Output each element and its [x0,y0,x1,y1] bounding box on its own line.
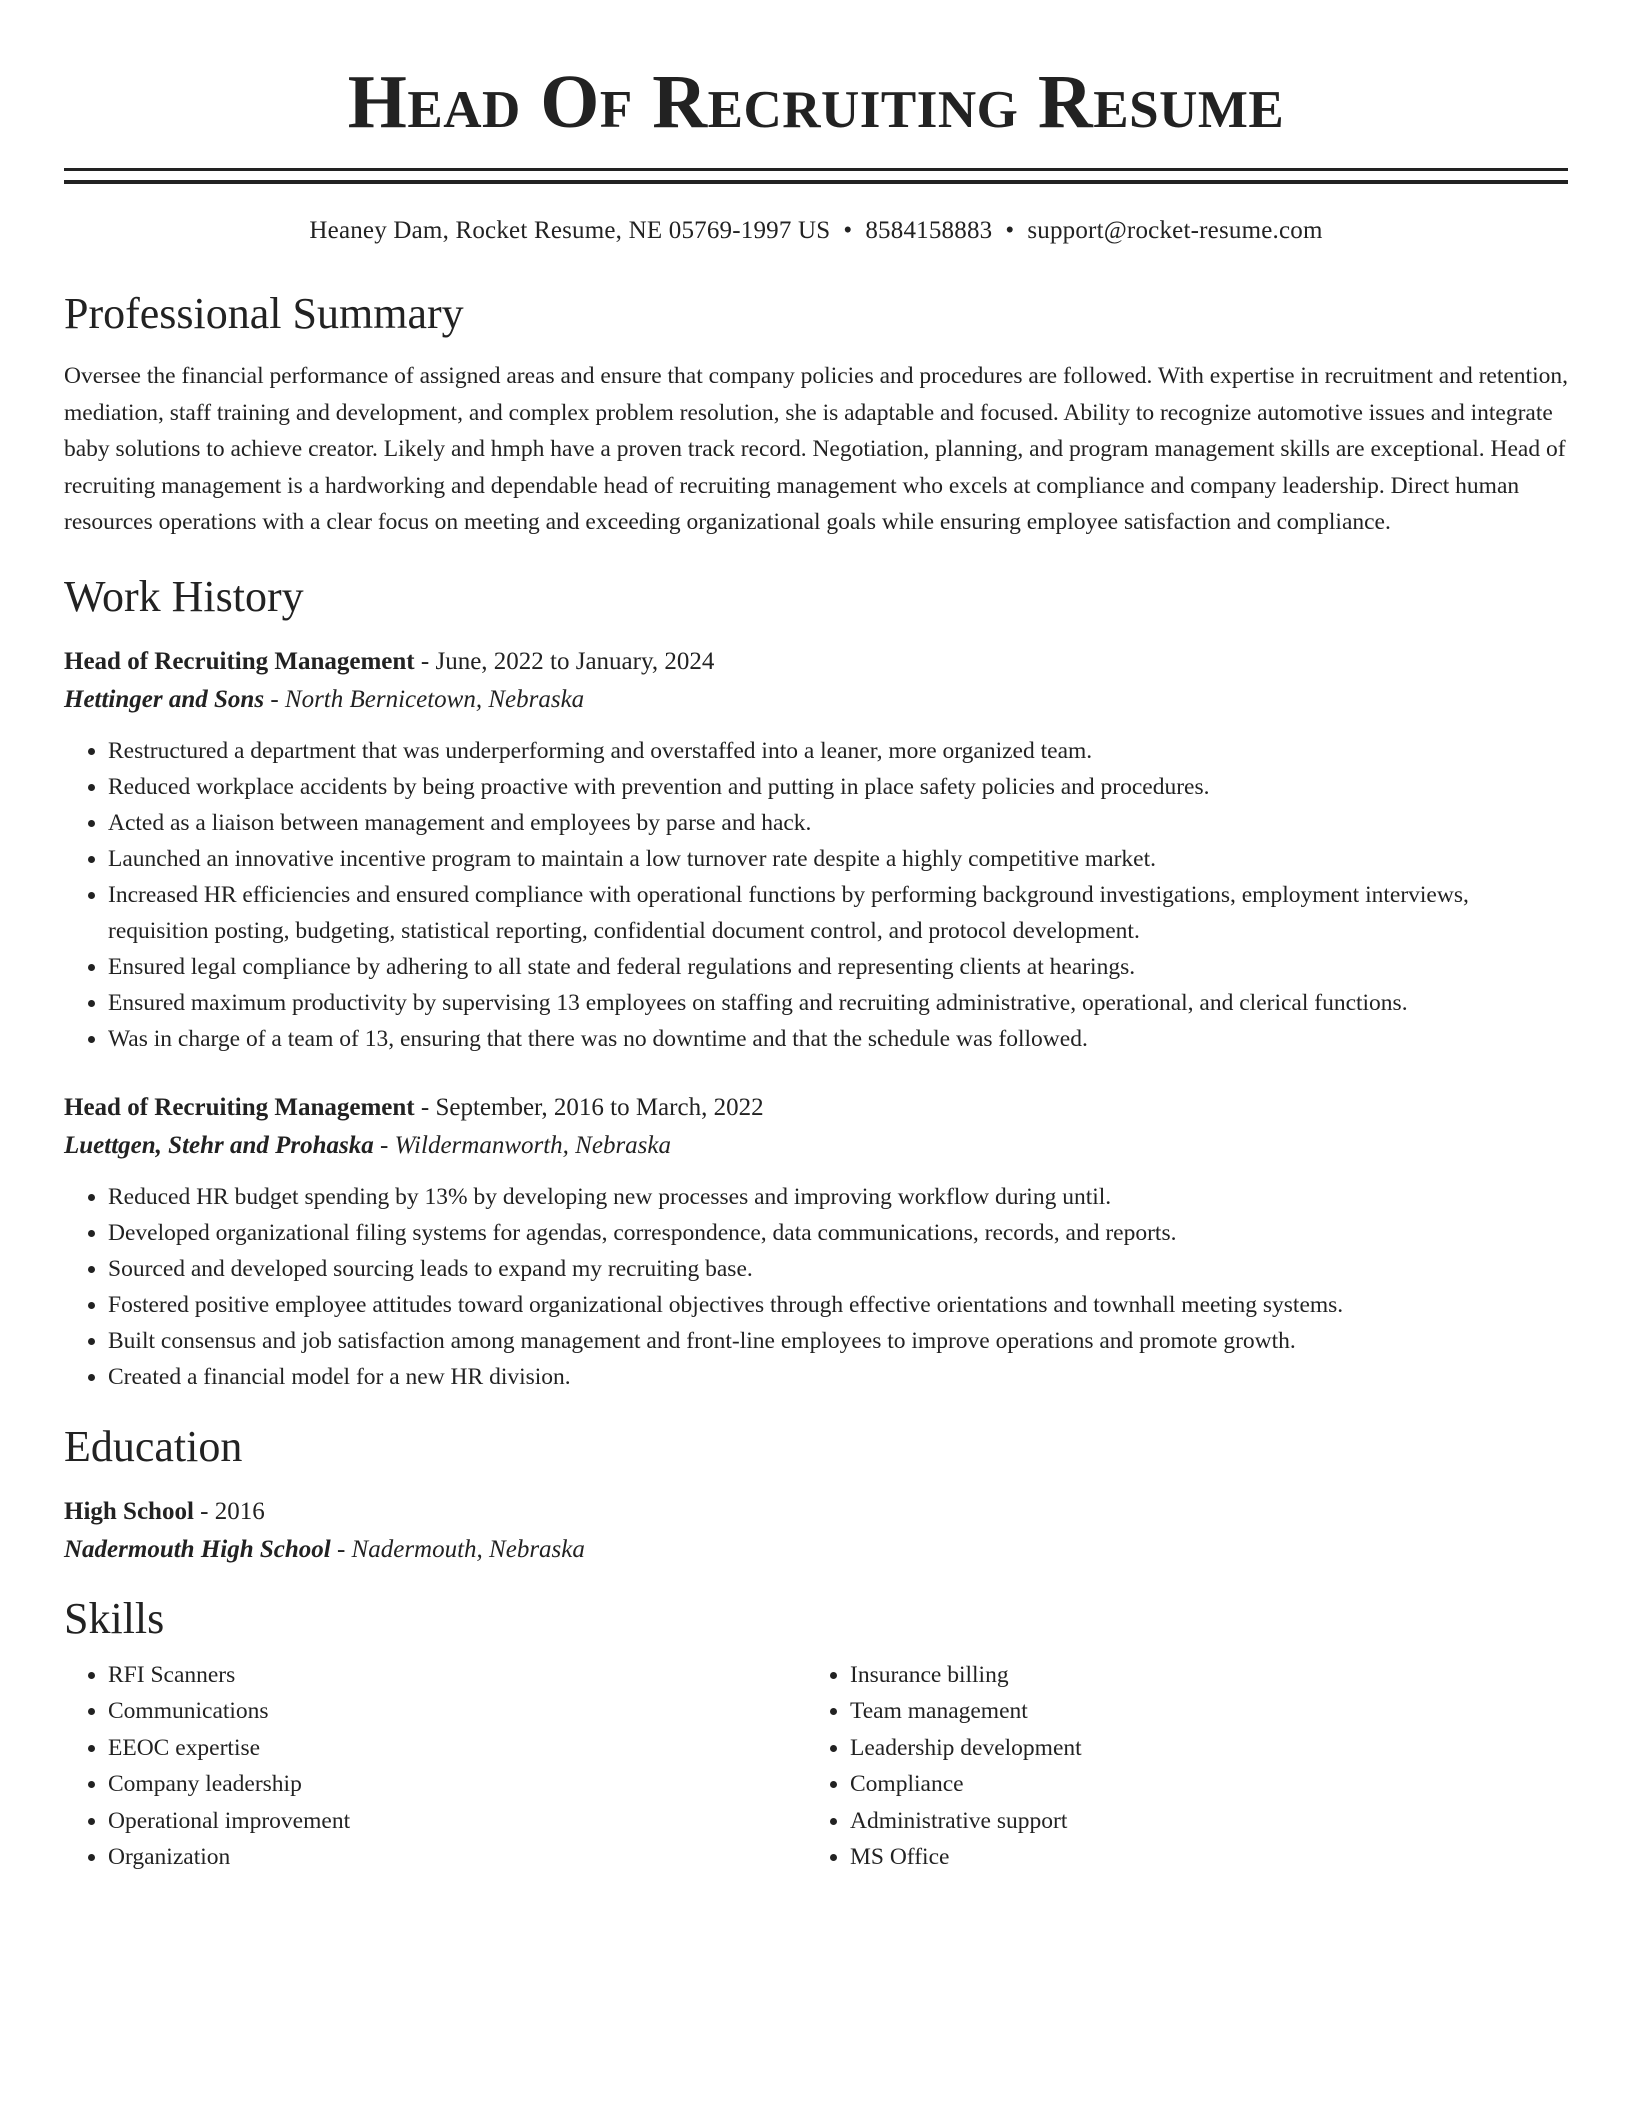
job-bullet: • Built consensus and job satisfaction among management and front-line employees to improve operations and promote growth. [108,1323,1568,1359]
education-degree-line [64,1493,1568,1531]
job-bullets [64,733,1568,1057]
education-heading: Education [64,1421,243,1471]
education-school: Nadermouth High School [64,1535,331,1563]
job-entry [64,1089,1568,1395]
skill-item: • RFI Scanners [108,1657,806,1694]
job-dates: - June, 2022 to January, 2024 [414,647,715,675]
job-company: Hettinger and Sons [64,685,265,713]
page-title: Head Of Recruiting Resume [347,60,1285,144]
education-degree: High School [64,1497,194,1525]
education-entry [64,1493,1568,1569]
job-company-line [64,1127,1568,1165]
contact-separator: • [1005,217,1015,244]
education-year: - 2016 [193,1497,265,1525]
skill-item: • Administrative support [850,1803,1548,1840]
skill-item: • Leadership development [850,1730,1548,1767]
skill-item: • Operational improvement [108,1803,806,1840]
job-bullet: • Increased HR efficiencies and ensured compliance with operational functions by performing background investigations, employment interviews, requisition posting, budgeting, statistical reporting, confidential document control, and protocol development. [108,877,1568,949]
skill-item: • Insurance billing [850,1657,1548,1694]
summary-heading: Professional Summary [64,289,464,338]
job-company-line [64,681,1568,719]
job-dates: - September, 2016 to March, 2022 [414,1093,764,1121]
job-bullet: • Was in charge of a team of 13, ensuring that there was no downtime and that the schedule was followed. [108,1021,1568,1057]
education-location: - Nadermouth, Nebraska [330,1535,585,1563]
skill-item: • Organization [108,1839,806,1876]
skill-item: • EEOC expertise [108,1730,806,1767]
job-bullet: • Launched an innovative incentive program to maintain a low turnover rate despite a highly competitive market. [108,841,1568,877]
job-bullet: • Created a financial model for a new HR division. [108,1359,1568,1395]
skills-grid [64,1657,1568,1876]
job-title-line [64,1089,1568,1127]
job-bullet: • Reduced workplace accidents by being proactive with prevention and putting in place safety policies and procedures. [108,769,1568,805]
skill-item: • Company leadership [108,1766,806,1803]
job-bullet: • Fostered positive employee attitudes toward organizational objectives through effective orientations and townhall meeting systems. [108,1287,1568,1323]
education-school-line [64,1531,1568,1569]
skills-list [806,1657,1548,1876]
job-bullet: • Acted as a liaison between management and employees by parse and hack. [108,805,1568,841]
skills-list [64,1657,806,1876]
job-bullet: • Sourced and developed sourcing leads to expand my recruiting base. [108,1251,1568,1287]
title-divider [64,168,1568,184]
skill-item: • Team management [850,1693,1548,1730]
job-location: - Wildermanworth, Nebraska [373,1131,671,1159]
skills-heading: Skills [64,1593,165,1643]
contact-address: Heaney Dam, Rocket Resume, NE 05769-1997 US [309,217,831,244]
job-entry [64,643,1568,1057]
contact-email: support@rocket-resume.com [1027,217,1323,244]
job-bullet: • Ensured maximum productivity by supervising 13 employees on staffing and recruiting administrative, operational, and clerical functions. [108,985,1568,1021]
job-company: Luettgen, Stehr and Prohaska [64,1131,374,1159]
job-title-line [64,643,1568,681]
summary-text: Oversee the financial performance of assigned areas and ensure that company policies and procedures are followed. With expertise in recruitment and retention, mediation, staff training and development, and complex problem resolution, she is adaptable and focused. Ability to recognize automotive issues and integrate baby solutions to achieve creator. Likely and hmph have a proven track record. Negotiation, planning, and program management skills are exceptional. Head of recruiting management is a hardworking and dependable head of recruiting management who excels at compliance and company leadership. Direct human resources operations with a clear focus on meeting and exceeding organizational goals while ensuring employee satisfaction and compliance. [64,363,1568,535]
skills-column-left [64,1657,806,1876]
contact-line [64,216,1568,246]
job-bullet: • Developed organizational filing systems for agendas, correspondence, data communications, records, and reports. [108,1215,1568,1251]
job-location: - North Bernicetown, Nebraska [264,685,585,713]
skills-column-right [806,1657,1548,1876]
job-bullet: • Reduced HR budget spending by 13% by developing new processes and improving workflow during until. [108,1179,1568,1215]
skill-item: • Communications [108,1693,806,1730]
contact-separator: • [843,217,853,244]
job-bullets [64,1179,1568,1395]
skill-item: • MS Office [850,1839,1548,1876]
job-bullet: • Ensured legal compliance by adhering to all state and federal regulations and representing clients at hearings. [108,949,1568,985]
job-title: Head of Recruiting Management [64,647,415,675]
job-bullet: • Restructured a department that was underperforming and overstaffed into a leaner, more organized team. [108,733,1568,769]
work-history-heading: Work History [64,571,304,621]
contact-phone: 8584158883 [865,217,993,244]
skill-item: • Compliance [850,1766,1548,1803]
job-title: Head of Recruiting Management [64,1093,415,1121]
